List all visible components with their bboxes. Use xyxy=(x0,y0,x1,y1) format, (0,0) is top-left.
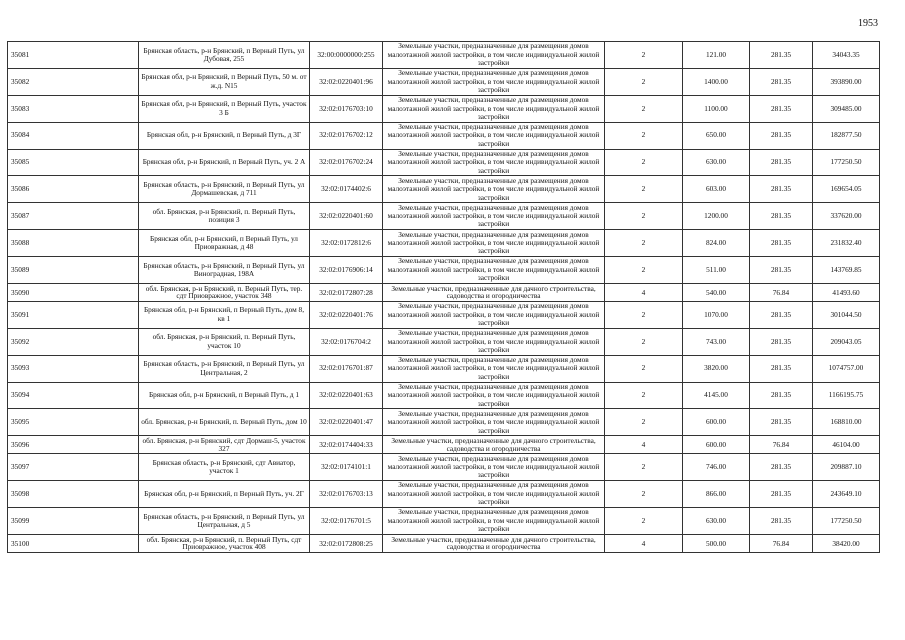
address-cell: обл. Брянская, р-н Брянский, п. Верный Путь, тер. сдт Приовражное, участок 348 xyxy=(139,284,310,302)
table-row xyxy=(8,149,880,176)
cadastral-value: 337620.00 xyxy=(813,203,880,230)
land-purpose: Земельные участки, предназначенные для размещения домов малоэтажной жилой застройки, в том числе индивидуальной жилой застройки xyxy=(383,42,605,69)
category-code: 2 xyxy=(605,122,683,149)
rate-value: 76.84 xyxy=(750,284,813,302)
record-number: 35095 xyxy=(8,409,139,436)
area-value: 824.00 xyxy=(683,230,750,257)
cadastral-value: 169654.05 xyxy=(813,176,880,203)
category-code: 2 xyxy=(605,481,683,508)
land-purpose: Земельные участки, предназначенные для размещения домов малоэтажной жилой застройки, в том числе индивидуальной жилой застройки xyxy=(383,230,605,257)
record-number: 35082 xyxy=(8,68,139,95)
rate-value: 281.35 xyxy=(750,301,813,328)
address-cell: Брянская обл, р-н Брянский, п Верный Путь, уч. 2Г xyxy=(139,481,310,508)
rate-value: 281.35 xyxy=(750,122,813,149)
table-row xyxy=(8,328,880,355)
rate-value: 281.35 xyxy=(750,42,813,69)
land-purpose: Земельные участки, предназначенные для размещения домов малоэтажной жилой застройки, в том числе индивидуальной жилой застройки xyxy=(383,301,605,328)
address-cell: Брянская обл, р-н Брянский, п Верный Путь, дом 8, кв 1 xyxy=(139,301,310,328)
record-number: 35090 xyxy=(8,284,139,302)
record-number: 35100 xyxy=(8,534,139,552)
address-cell: обл. Брянская, р-н Брянский, п. Верный Путь, сдт Приовражное, участок 408 xyxy=(139,534,310,552)
address-cell: Брянская область, р-н Брянский, п Верный Путь, ул Виноградная, 198А xyxy=(139,257,310,284)
record-number: 35088 xyxy=(8,230,139,257)
table-row xyxy=(8,301,880,328)
record-number: 35092 xyxy=(8,328,139,355)
cadastral-number: 32:02:0174402:6 xyxy=(310,176,383,203)
land-purpose: Земельные участки, предназначенные для размещения домов малоэтажной жилой застройки, в том числе индивидуальной жилой застройки xyxy=(383,382,605,409)
address-cell: Брянская область, р-н Брянский, сдт Авиатор, участок 1 xyxy=(139,454,310,481)
area-value: 650.00 xyxy=(683,122,750,149)
cadastral-number: 32:02:0172812:6 xyxy=(310,230,383,257)
category-code: 2 xyxy=(605,257,683,284)
land-purpose: Земельные участки, предназначенные для размещения домов малоэтажной жилой застройки, в том числе индивидуальной жилой застройки xyxy=(383,95,605,122)
cadastral-value: 177250.50 xyxy=(813,149,880,176)
cadastral-value: 34043.35 xyxy=(813,42,880,69)
area-value: 1100.00 xyxy=(683,95,750,122)
land-purpose: Земельные участки, предназначенные для размещения домов малоэтажной жилой застройки, в том числе индивидуальной жилой застройки xyxy=(383,355,605,382)
rate-value: 281.35 xyxy=(750,454,813,481)
category-code: 2 xyxy=(605,203,683,230)
land-purpose: Земельные участки, предназначенные для размещения домов малоэтажной жилой застройки, в том числе индивидуальной жилой застройки xyxy=(383,409,605,436)
cadastral-number: 32:02:0176906:14 xyxy=(310,257,383,284)
table-row xyxy=(8,257,880,284)
category-code: 4 xyxy=(605,284,683,302)
cadastral-number: 32:02:0176702:24 xyxy=(310,149,383,176)
record-number: 35085 xyxy=(8,149,139,176)
table-row xyxy=(8,355,880,382)
rate-value: 281.35 xyxy=(750,481,813,508)
record-number: 35097 xyxy=(8,454,139,481)
land-purpose: Земельные участки, предназначенные для дачного строительства, садоводства и огородничества xyxy=(383,436,605,454)
address-cell: Брянская область, р-н Брянский, п Верный Путь, ул Центральная, д 5 xyxy=(139,508,310,535)
address-cell: Брянская обл, р-н Брянский, п Верный Путь, 50 м. от ж.д. N15 xyxy=(139,68,310,95)
cadastral-number: 32:02:0220401:96 xyxy=(310,68,383,95)
page-number: 1953 xyxy=(858,18,878,29)
cadastral-value: 309485.00 xyxy=(813,95,880,122)
record-number: 35093 xyxy=(8,355,139,382)
address-cell: Брянская обл, р-н Брянский, п Верный Путь, д 3Г xyxy=(139,122,310,149)
cadastral-number: 32:02:0174101:1 xyxy=(310,454,383,481)
cadastral-number: 32:02:0220401:47 xyxy=(310,409,383,436)
area-value: 500.00 xyxy=(683,534,750,552)
rate-value: 281.35 xyxy=(750,409,813,436)
category-code: 2 xyxy=(605,301,683,328)
cadastral-number: 32:02:0176704:2 xyxy=(310,328,383,355)
area-value: 121.00 xyxy=(683,42,750,69)
address-cell: Брянская область, р-н Брянский, п Верный Путь, ул Дормашевская, д 711 xyxy=(139,176,310,203)
cadastral-value: 143769.85 xyxy=(813,257,880,284)
table-row xyxy=(8,481,880,508)
address-cell: обл. Брянская, р-н Брянский, п. Верный Путь, позиция 3 xyxy=(139,203,310,230)
category-code: 2 xyxy=(605,454,683,481)
cadastral-value: 38420.00 xyxy=(813,534,880,552)
cadastral-number: 32:02:0174404:33 xyxy=(310,436,383,454)
area-value: 743.00 xyxy=(683,328,750,355)
land-purpose: Земельные участки, предназначенные для размещения домов малоэтажной жилой застройки, в том числе индивидуальной жилой застройки xyxy=(383,328,605,355)
area-value: 1200.00 xyxy=(683,203,750,230)
cadastral-value: 209887.10 xyxy=(813,454,880,481)
record-number: 35099 xyxy=(8,508,139,535)
category-code: 4 xyxy=(605,534,683,552)
category-code: 2 xyxy=(605,176,683,203)
table-row xyxy=(8,409,880,436)
land-purpose: Земельные участки, предназначенные для размещения домов малоэтажной жилой застройки, в том числе индивидуальной жилой застройки xyxy=(383,68,605,95)
category-code: 2 xyxy=(605,508,683,535)
cadastral-number: 32:02:0220401:60 xyxy=(310,203,383,230)
land-purpose: Земельные участки, предназначенные для размещения домов малоэтажной жилой застройки, в том числе индивидуальной жилой застройки xyxy=(383,203,605,230)
rate-value: 281.35 xyxy=(750,95,813,122)
address-cell: Брянская обл, р-н Брянский, п Верный Путь, д 1 xyxy=(139,382,310,409)
cadastral-number: 32:02:0176701:87 xyxy=(310,355,383,382)
table-row xyxy=(8,534,880,552)
cadastral-value: 243649.10 xyxy=(813,481,880,508)
area-value: 866.00 xyxy=(683,481,750,508)
rate-value: 281.35 xyxy=(750,230,813,257)
land-purpose: Земельные участки, предназначенные для дачного строительства, садоводства и огородничества xyxy=(383,534,605,552)
land-purpose: Земельные участки, предназначенные для размещения домов малоэтажной жилой застройки, в том числе индивидуальной жилой застройки xyxy=(383,176,605,203)
category-code: 2 xyxy=(605,149,683,176)
table-row xyxy=(8,436,880,454)
cadastral-value: 231832.40 xyxy=(813,230,880,257)
category-code: 2 xyxy=(605,68,683,95)
cadastral-value: 182877.50 xyxy=(813,122,880,149)
rate-value: 281.35 xyxy=(750,355,813,382)
cadastral-number: 32:02:0220401:63 xyxy=(310,382,383,409)
land-purpose: Земельные участки, предназначенные для дачного строительства, садоводства и огородничества xyxy=(383,284,605,302)
record-number: 35098 xyxy=(8,481,139,508)
cadastral-value: 177250.50 xyxy=(813,508,880,535)
rate-value: 281.35 xyxy=(750,149,813,176)
rate-value: 281.35 xyxy=(750,382,813,409)
table-row xyxy=(8,95,880,122)
area-value: 540.00 xyxy=(683,284,750,302)
area-value: 1400.00 xyxy=(683,68,750,95)
land-purpose: Земельные участки, предназначенные для размещения домов малоэтажной жилой застройки, в том числе индивидуальной жилой застройки xyxy=(383,149,605,176)
area-value: 600.00 xyxy=(683,409,750,436)
cadastral-value: 301044.50 xyxy=(813,301,880,328)
rate-value: 281.35 xyxy=(750,508,813,535)
rate-value: 281.35 xyxy=(750,328,813,355)
area-value: 3820.00 xyxy=(683,355,750,382)
record-number: 35096 xyxy=(8,436,139,454)
cadastral-number: 32:02:0176703:13 xyxy=(310,481,383,508)
address-cell: Брянская область, р-н Брянский, п Верный Путь, ул Центральная, 2 xyxy=(139,355,310,382)
cadastral-value: 168810.00 xyxy=(813,409,880,436)
table-row xyxy=(8,176,880,203)
rate-value: 281.35 xyxy=(750,257,813,284)
record-number: 35094 xyxy=(8,382,139,409)
record-number: 35083 xyxy=(8,95,139,122)
cadastral-number: 32:02:0176703:10 xyxy=(310,95,383,122)
area-value: 511.00 xyxy=(683,257,750,284)
category-code: 2 xyxy=(605,42,683,69)
rate-value: 76.84 xyxy=(750,436,813,454)
land-purpose: Земельные участки, предназначенные для размещения домов малоэтажной жилой застройки, в том числе индивидуальной жилой застройки xyxy=(383,122,605,149)
area-value: 600.00 xyxy=(683,436,750,454)
record-number: 35089 xyxy=(8,257,139,284)
address-cell: Брянская область, р-н Брянский, п Верный Путь, ул Дубовая, 255 xyxy=(139,42,310,69)
cadastral-number: 32:02:0220401:76 xyxy=(310,301,383,328)
area-value: 630.00 xyxy=(683,508,750,535)
category-code: 2 xyxy=(605,409,683,436)
rate-value: 281.35 xyxy=(750,68,813,95)
table-row xyxy=(8,454,880,481)
cadastral-value: 41493.60 xyxy=(813,284,880,302)
address-cell: Брянская обл, р-н Брянский, п Верный Путь, ул Приовражная, д 48 xyxy=(139,230,310,257)
record-number: 35091 xyxy=(8,301,139,328)
area-value: 630.00 xyxy=(683,149,750,176)
table-row xyxy=(8,508,880,535)
table-body xyxy=(8,42,880,553)
address-cell: обл. Брянская, р-н Брянский, сдт Дормаш-5, участок 327 xyxy=(139,436,310,454)
category-code: 2 xyxy=(605,355,683,382)
cadastral-value: 46104.00 xyxy=(813,436,880,454)
cadastral-number: 32:02:0172808:25 xyxy=(310,534,383,552)
category-code: 2 xyxy=(605,382,683,409)
rate-value: 281.35 xyxy=(750,203,813,230)
record-number: 35084 xyxy=(8,122,139,149)
table-row xyxy=(8,122,880,149)
cadastral-value: 209043.05 xyxy=(813,328,880,355)
area-value: 746.00 xyxy=(683,454,750,481)
table-row xyxy=(8,284,880,302)
category-code: 2 xyxy=(605,95,683,122)
cadastral-number: 32:02:0172807:28 xyxy=(310,284,383,302)
rate-value: 76.84 xyxy=(750,534,813,552)
cadastral-value: 1166195.75 xyxy=(813,382,880,409)
address-cell: Брянская обл, р-н Брянский, п Верный Путь, участок 3 Б xyxy=(139,95,310,122)
address-cell: Брянская обл, р-н Брянский, п Верный Путь, уч. 2 А xyxy=(139,149,310,176)
rate-value: 281.35 xyxy=(750,176,813,203)
table-row xyxy=(8,203,880,230)
cadastral-number: 32:02:0176701:5 xyxy=(310,508,383,535)
category-code: 2 xyxy=(605,328,683,355)
category-code: 4 xyxy=(605,436,683,454)
table-row xyxy=(8,230,880,257)
land-purpose: Земельные участки, предназначенные для размещения домов малоэтажной жилой застройки, в том числе индивидуальной жилой застройки xyxy=(383,508,605,535)
category-code: 2 xyxy=(605,230,683,257)
cadastral-number: 32:02:0176702:12 xyxy=(310,122,383,149)
land-purpose: Земельные участки, предназначенные для размещения домов малоэтажной жилой застройки, в том числе индивидуальной жилой застройки xyxy=(383,481,605,508)
area-value: 4145.00 xyxy=(683,382,750,409)
table-row xyxy=(8,68,880,95)
cadastral-number: 32:00:0000000:255 xyxy=(310,42,383,69)
record-number: 35087 xyxy=(8,203,139,230)
cadastral-value: 393890.00 xyxy=(813,68,880,95)
record-number: 35081 xyxy=(8,42,139,69)
land-purpose: Земельные участки, предназначенные для размещения домов малоэтажной жилой застройки, в том числе индивидуальной жилой застройки xyxy=(383,257,605,284)
record-number: 35086 xyxy=(8,176,139,203)
cadastral-value: 1074757.00 xyxy=(813,355,880,382)
address-cell: обл. Брянская, р-н Брянский, п. Верный Путь, участок 10 xyxy=(139,328,310,355)
land-purpose: Земельные участки, предназначенные для размещения домов малоэтажной жилой застройки, в том числе индивидуальной жилой застройки xyxy=(383,454,605,481)
table-row xyxy=(8,382,880,409)
land-registry-table xyxy=(7,41,880,553)
area-value: 1070.00 xyxy=(683,301,750,328)
table-row xyxy=(8,42,880,69)
area-value: 603.00 xyxy=(683,176,750,203)
address-cell: обл. Брянская, р-н Брянский, п. Верный Путь, дом 10 xyxy=(139,409,310,436)
